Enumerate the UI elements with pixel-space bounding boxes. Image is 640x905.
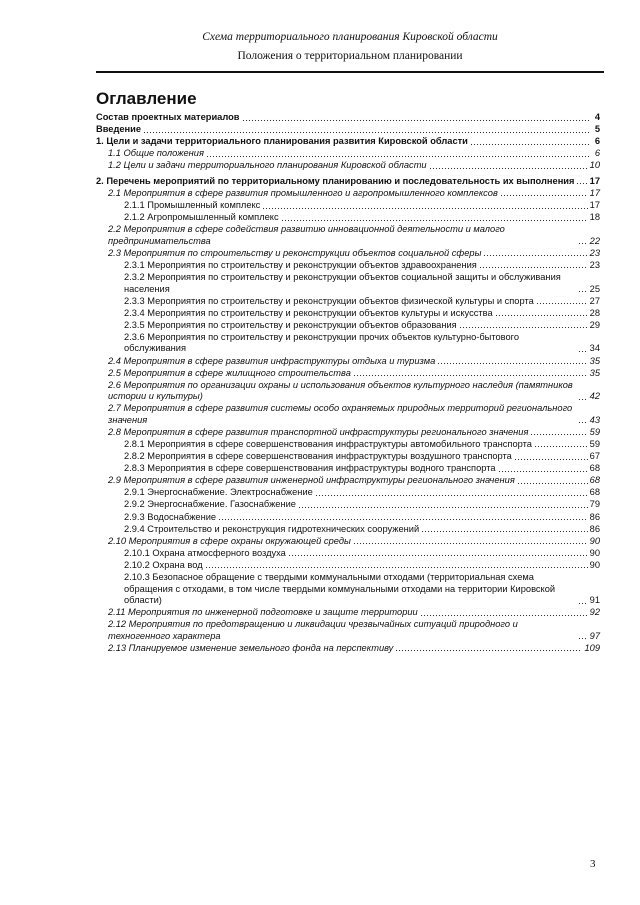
- toc-entry[interactable]: [96, 380, 600, 403]
- toc-entry-title: 2.8.2 Мероприятия в сфере совершенствования инфраструктуры воздушного транспорта: [124, 451, 512, 462]
- toc-entry-title: 2.11 Мероприятия по инженерной подготовке и защите территории: [108, 607, 418, 618]
- toc-entry[interactable]: [96, 427, 600, 439]
- dot-leader: [534, 439, 588, 448]
- toc-entry-page: 43: [589, 414, 600, 425]
- toc-entry-title: 2.9.2 Энергоснабжение. Газоснабжение: [124, 499, 296, 510]
- toc-entry-title: 2.10.3 Безопасное обращение с твердыми коммунальными отходами (территориальная схема обращения с отходами, в том числе твердыми коммунальными отходами на территории Кировской области): [124, 572, 556, 605]
- toc-entry[interactable]: [96, 463, 600, 475]
- header-document-title: Схема территориального планирования Кировской области: [202, 31, 498, 43]
- dot-leader: [315, 488, 588, 497]
- dot-leader: [578, 236, 588, 245]
- toc-entry[interactable]: [96, 451, 600, 463]
- dot-leader: [218, 512, 588, 521]
- dot-leader: [353, 368, 588, 377]
- toc-entry-page: 23: [589, 247, 600, 258]
- toc-entry-page: 97: [589, 630, 600, 641]
- toc-entry-page: 25: [589, 283, 600, 294]
- toc-entry-title: 2.3.5 Мероприятия по строительству и реконструкции объектов образования: [124, 319, 457, 330]
- toc-entry[interactable]: [96, 308, 600, 320]
- dot-leader: [479, 260, 588, 269]
- toc-entry[interactable]: [96, 619, 600, 642]
- toc-entry[interactable]: [96, 200, 600, 212]
- dot-leader: [242, 113, 590, 122]
- toc-entry-page: 18: [589, 212, 600, 223]
- toc-entry[interactable]: [96, 643, 600, 655]
- toc-entry-page: 86: [589, 511, 600, 522]
- toc-entry-title: 2.10.1 Охрана атмосферного воздуха: [124, 547, 286, 558]
- toc-entry-page: 90: [589, 535, 600, 546]
- toc-entry[interactable]: [96, 332, 600, 355]
- dot-leader: [437, 356, 587, 365]
- toc-entry-title: 2.9.4 Строительство и реконструкция гидротехнических сооружений: [124, 523, 420, 534]
- running-header: [96, 30, 604, 63]
- toc-entry-title: 2.6 Мероприятия по организации охраны и использования объектов культурного наследия (памятников истории и культуры): [108, 379, 573, 402]
- toc-entry[interactable]: [96, 560, 600, 572]
- dot-leader: [288, 548, 588, 557]
- header-divider: [96, 71, 604, 73]
- toc-entry-page: 5: [594, 124, 600, 135]
- toc-entry[interactable]: [96, 320, 600, 332]
- toc-entry-page: 17: [589, 200, 600, 211]
- toc-entry[interactable]: [96, 475, 600, 487]
- dot-leader: [483, 248, 587, 257]
- toc-entry-page: 109: [584, 642, 600, 653]
- toc-entry-page: 6: [594, 148, 600, 159]
- dot-leader: [143, 125, 590, 134]
- toc-entry-title: 2.2 Мероприятия в сфере содействия развитию инновационной деятельности и малого предпринимательства: [108, 224, 505, 246]
- toc-entry[interactable]: [96, 572, 600, 607]
- toc-entry-title: 2.4 Мероприятия в сфере развития инфраструктуры отдыха и туризма: [108, 355, 436, 366]
- toc-entry-title: 2.3.1 Мероприятия по строительству и реконструкции объектов здравоохранения: [124, 259, 477, 270]
- dot-leader: [498, 464, 588, 473]
- dot-leader: [459, 320, 588, 329]
- toc-entry[interactable]: [96, 356, 600, 368]
- dot-leader: [530, 427, 587, 436]
- toc-entry-page: 27: [589, 295, 600, 306]
- toc-entry[interactable]: [96, 403, 600, 426]
- toc-entry-title: 1. Цели и задачи территориального планирования развития Кировской области: [96, 136, 468, 147]
- toc-entry-page: 17: [589, 187, 600, 198]
- toc-entry-page: 59: [589, 438, 600, 449]
- toc-entry[interactable]: [96, 176, 600, 188]
- dot-leader: [500, 188, 588, 197]
- toc-entry-page: 35: [589, 367, 600, 378]
- toc-entry-page: 42: [589, 391, 600, 402]
- toc-entry-page: 86: [589, 523, 600, 534]
- toc-entry[interactable]: [96, 536, 600, 548]
- toc-entry-page: 22: [589, 235, 600, 246]
- toc-entry[interactable]: [96, 607, 600, 619]
- toc-entry-page: 79: [589, 499, 600, 510]
- toc-entry-title: 2.3.4 Мероприятия по строительству и реконструкции объектов культуры и искусства: [124, 307, 493, 318]
- toc-entry-title: 2.13 Планируемое изменение земельного фонда на перспективу: [108, 642, 394, 653]
- toc-entry[interactable]: [96, 524, 600, 536]
- toc-entry-page: 34: [589, 343, 600, 354]
- dot-leader: [262, 201, 587, 210]
- toc-entry-title: 2.3.6 Мероприятия по строительству и реконструкции прочих объектов культурно-бытового обслуживания: [124, 331, 520, 354]
- dot-leader: [578, 344, 588, 353]
- toc-entry[interactable]: [96, 272, 600, 295]
- dot-leader: [421, 524, 587, 533]
- toc-entry-page: 67: [589, 451, 600, 462]
- toc-entry[interactable]: [96, 548, 600, 560]
- toc-entry-title: 2.1.1 Промышленный комплекс: [124, 200, 261, 211]
- toc-entry-title: 2.5 Мероприятия в сфере жилищного строительства: [108, 367, 351, 378]
- toc-entry-title: 2.7 Мероприятия в сфере развития системы особо охраняемых природных территорий регионального значения: [108, 403, 573, 425]
- toc-entry-page: 59: [589, 426, 600, 437]
- toc-entry[interactable]: [96, 124, 600, 136]
- toc-entry[interactable]: [96, 160, 600, 172]
- dot-leader: [206, 149, 590, 158]
- toc-entry[interactable]: [96, 260, 600, 272]
- dot-leader: [420, 608, 588, 617]
- toc-entry-page: 68: [589, 487, 600, 498]
- toc-entry-page: 4: [594, 112, 600, 122]
- toc-entry[interactable]: [96, 368, 600, 380]
- toc-entry-page: 68: [589, 475, 600, 486]
- dot-leader: [576, 176, 587, 185]
- dot-leader: [578, 596, 588, 605]
- toc-entry-title: 2.1.2 Агропромышленный комплекс: [124, 212, 279, 223]
- toc-entry-title: 2. Перечень мероприятий по территориальному планированию и последовательность их выполнения: [96, 175, 575, 186]
- toc-entry-page: 35: [589, 355, 600, 366]
- toc-entry[interactable]: [96, 188, 600, 200]
- toc-entry-page: 91: [589, 595, 600, 605]
- toc-entry-page: 92: [589, 607, 600, 618]
- toc-entry[interactable]: [96, 487, 600, 499]
- toc-entry[interactable]: [96, 439, 600, 451]
- toc-entry-title: 2.8.3 Мероприятия в сфере совершенствования инфраструктуры водного транспорта: [124, 463, 496, 474]
- dot-leader: [578, 284, 588, 293]
- toc-entry-page: 23: [589, 259, 600, 270]
- header-section-title: Положения о территориальном планировании: [237, 50, 463, 62]
- toc-entry-title: 2.12 Мероприятия по предотвращению и ликвидации чрезвычайных ситуаций природного и техногенного характера: [108, 619, 518, 641]
- toc-entry-page: 68: [589, 463, 600, 474]
- toc-entry-title: 1.2 Цели и задачи территориального планирования Кировской области: [108, 160, 427, 171]
- toc-entry-title: Введение: [96, 124, 142, 135]
- toc-entry-title: 2.3 Мероприятия по строительству и реконструкции объектов социальной сферы: [108, 247, 482, 258]
- toc-entry-page: 29: [589, 319, 600, 330]
- toc-entry[interactable]: [96, 224, 600, 247]
- toc-entry[interactable]: [96, 112, 600, 124]
- toc-entry-page: 90: [589, 559, 600, 570]
- toc-entry[interactable]: [96, 212, 600, 224]
- dot-leader: [298, 500, 588, 509]
- table-of-contents: [96, 112, 600, 655]
- toc-entry[interactable]: [96, 248, 600, 260]
- dot-leader: [205, 560, 588, 569]
- toc-entry-page: 90: [589, 547, 600, 558]
- dot-leader: [578, 392, 588, 401]
- dot-leader: [578, 631, 588, 640]
- dot-leader: [514, 452, 588, 461]
- toc-entry-title: 2.3.3 Мероприятия по строительству и реконструкции объектов физической культуры и спорта: [124, 295, 534, 306]
- toc-entry-page: 10: [589, 160, 600, 171]
- dot-leader: [470, 137, 590, 146]
- toc-entry-title: 2.9 Мероприятия в сфере развития инженерной инфраструктуры регионального значения: [108, 475, 515, 486]
- toc-entry-title: 1.1 Общие положения: [108, 148, 204, 159]
- dot-leader: [495, 308, 588, 317]
- toc-entry[interactable]: [96, 148, 600, 160]
- toc-entry-page: 6: [594, 136, 600, 147]
- dot-leader: [395, 643, 582, 652]
- toc-entry[interactable]: [96, 296, 600, 308]
- toc-entry-title: 2.10 Мероприятия в сфере охраны окружающей среды: [108, 535, 351, 546]
- dot-leader: [281, 213, 588, 222]
- toc-entry-title: 2.8.1 Мероприятия в сфере совершенствования инфраструктуры автомобильного транспорта: [124, 438, 532, 449]
- toc-entry-title: 2.10.2 Охрана вод: [124, 559, 203, 570]
- toc-entry-title: 2.1 Мероприятия в сфере развития промышленного и агропромышленного комплексов: [108, 187, 498, 198]
- dot-leader: [429, 161, 588, 170]
- toc-entry-title: 2.9.1 Энергоснабжение. Электроснабжение: [124, 487, 313, 498]
- toc-entry-title: Состав проектных материалов: [96, 112, 240, 122]
- toc-entry[interactable]: [96, 499, 600, 511]
- toc-entry[interactable]: [96, 136, 600, 148]
- dot-leader: [536, 296, 588, 305]
- toc-entry-page: 17: [589, 175, 600, 186]
- toc-entry-page: 28: [589, 307, 600, 318]
- toc-entry[interactable]: [96, 512, 600, 524]
- toc-entry-title: 2.3.2 Мероприятия по строительству и реконструкции объектов социальной защиты и обслуживания населения: [124, 272, 561, 294]
- toc-entry-title: 2.9.3 Водоснабжение: [124, 511, 217, 522]
- dot-leader: [517, 476, 588, 485]
- toc-title: Оглавление: [96, 89, 197, 108]
- dot-leader: [578, 415, 588, 424]
- toc-entry-title: 2.8 Мероприятия в сфере развития транспортной инфраструктуры регионального значения: [108, 426, 529, 437]
- page-number: 3: [590, 858, 596, 870]
- dot-leader: [353, 536, 588, 545]
